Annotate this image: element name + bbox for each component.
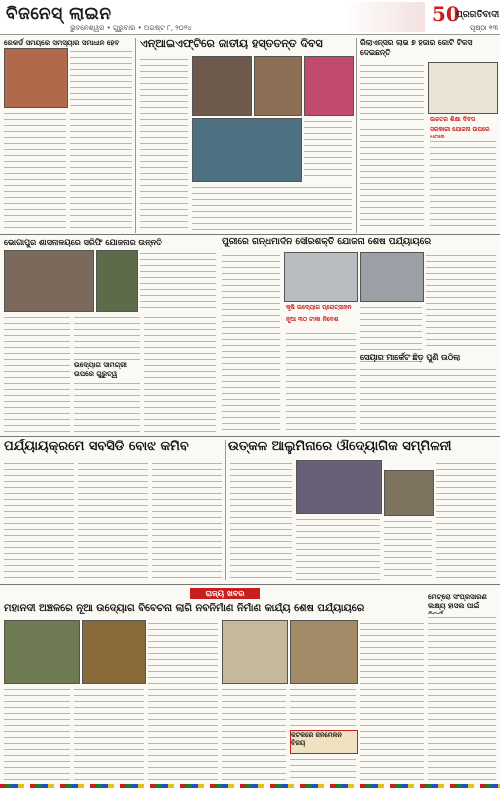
section-rule — [0, 584, 500, 585]
article-text — [148, 620, 218, 782]
headline-bottom-right: ମେଟ୍ରୋ ସଂପ୍ରସାରଣ ଲକ୍ଷ୍ୟ ହାସଲ ପାଇଁ — [428, 592, 487, 610]
anniversary-logo: 50 — [432, 2, 460, 26]
photo-group — [96, 250, 138, 312]
photo-solar-panels — [360, 252, 424, 302]
article-text — [230, 460, 292, 580]
article-text — [222, 252, 280, 432]
article-text — [286, 330, 356, 432]
article-text — [4, 110, 66, 230]
article-text — [360, 366, 496, 432]
headline-big-left: ପର୍ଯ୍ୟାୟକ୍ରମେ ସବସିଡି ବୋଝ କମିବ — [4, 439, 189, 454]
column-rule — [135, 38, 136, 233]
photo-event-guest — [254, 56, 302, 116]
article-text — [426, 252, 496, 348]
photo-handloom-display — [192, 118, 302, 182]
photo-solar-plant — [284, 252, 358, 302]
bullet-item: କୃଷି ଉଦ୍ୟୋଗ ପ୍ରୋତ୍ସାହନ — [286, 304, 352, 311]
article-text — [222, 686, 286, 782]
headline-mid-left: ଭୋଗାପୁର ଶାସନାଳୟରେ ସରିଫି ଯୋଜନାର ଉନ୍ନତି — [4, 237, 162, 247]
article-text — [360, 126, 424, 231]
photo-infographic — [428, 62, 498, 114]
photo-road — [4, 620, 80, 684]
bullet-item: ଉଚ୍ଚତର ଶିକ୍ଷା ଦିବସ — [430, 116, 475, 123]
headline-top-center: ଏନ୍ଆଇଏଫ୍‌ଟିରେ ଜାତୀୟ ହସ୍ତତନ୍ତ ଦିବସ — [140, 37, 323, 50]
article-text — [360, 620, 424, 782]
article-text — [152, 460, 222, 580]
page-number: ପୃଷ୍ଠା ୧୩ — [470, 24, 499, 32]
ad-banner — [345, 2, 425, 32]
subheadline-mid-left: ଉଦ୍ୟୋଗ ସାମଗ୍ରୀ ଉପରେ ଗୁରୁତ୍ୱ — [74, 360, 140, 378]
photo-handloom-models — [304, 56, 354, 116]
article-text — [74, 686, 144, 782]
article-text — [436, 460, 496, 580]
article-text — [360, 62, 424, 122]
headline-big-right: ଉତ୍କଳ ଆଲୁମିନାରେ ଔଦ୍ୟୋଗିକ ସମ୍ମିଳନୀ — [228, 439, 452, 454]
article-text — [192, 184, 352, 231]
section-rule — [0, 234, 500, 235]
column-rule — [356, 38, 357, 233]
date-line: ଭୁବନେଶ୍ୱର • ଗୁରୁବାର • ଅଗଷ୍ଟ ୮, ୨୦୨୪ — [70, 24, 192, 32]
highlight-box: କଟକରେ ଜନମେଳନ ବିଜୟ — [290, 730, 358, 754]
photo-event-stage — [192, 56, 252, 116]
article-text — [140, 250, 216, 310]
article-text — [296, 516, 380, 580]
article-text — [4, 686, 70, 782]
column-rule — [225, 440, 226, 580]
article-text — [384, 518, 432, 580]
newspaper-brand: ପ୍ରଗତିବାଦୀ — [456, 10, 500, 20]
photo-meeting — [4, 250, 94, 312]
headline-top-right: ରିଲାଏନ୍ସର ଲାଭ ୭ ହଜାର କୋଟି ଟିକସ ଦେଇଛନ୍ତି — [360, 38, 473, 57]
photo-conference — [296, 460, 382, 514]
headline-bottom-main: ମହାନଦୀ ଅଞ୍ଚଳରେ ନୂଆ ଉଦ୍ୟୋଗ ବିବେଚନା ଲାଗି ନବନିର୍ମାଣ ନିର୍ମାଣ କାର୍ଯ୍ୟ ଶେଷ ପର୍ଯ୍ୟାୟରେ — [4, 603, 365, 614]
article-text — [428, 614, 496, 782]
article-text — [290, 686, 356, 726]
photo-flooded-field — [82, 620, 146, 684]
headline-mid-center: ପୁରୀରେ ଗନ୍ଧମାର୍ଦନ ସୌରଶକ୍ତି ଯୋଜନା ଶେଷ ପର୍ଯ୍ୟାୟରେ — [222, 237, 432, 247]
section-title: ବିଜନେସ୍ ଲାଇନ — [6, 4, 112, 24]
article-text — [70, 110, 132, 230]
article-text — [290, 756, 356, 782]
section-label: ରାଜ୍ୟ ଖବର — [190, 588, 260, 599]
article-text — [430, 138, 496, 231]
bullet-item: ସରକାରୀ ଯୋଜନା ଉପରେ — [430, 126, 490, 133]
photo-excavator — [290, 620, 358, 684]
article-text — [144, 314, 216, 432]
article-text — [140, 56, 188, 231]
article-text — [4, 460, 74, 580]
article-text — [4, 314, 70, 432]
photo-construction — [222, 620, 288, 684]
article-text — [304, 118, 352, 180]
article-text — [70, 48, 132, 106]
photo-minister — [4, 48, 68, 108]
article-text — [78, 460, 148, 580]
headline-top-left: ରେକର୍ଡ ସମୟରେ ସମସ୍ୟାର ସମାଧାନ ହେବ — [4, 38, 120, 47]
bullet-item: ନୂଆ ୩୦ ଟାକା ନିବେଶ — [286, 316, 339, 323]
headline-right-mid: ସେୟାର ମାର୍କେଟ ଛିଡ଼ ପୁଣି ଉଠିଲା — [360, 352, 461, 362]
section-rule — [0, 436, 500, 437]
photo-speaker — [384, 470, 434, 516]
print-registration-marks — [0, 784, 500, 788]
